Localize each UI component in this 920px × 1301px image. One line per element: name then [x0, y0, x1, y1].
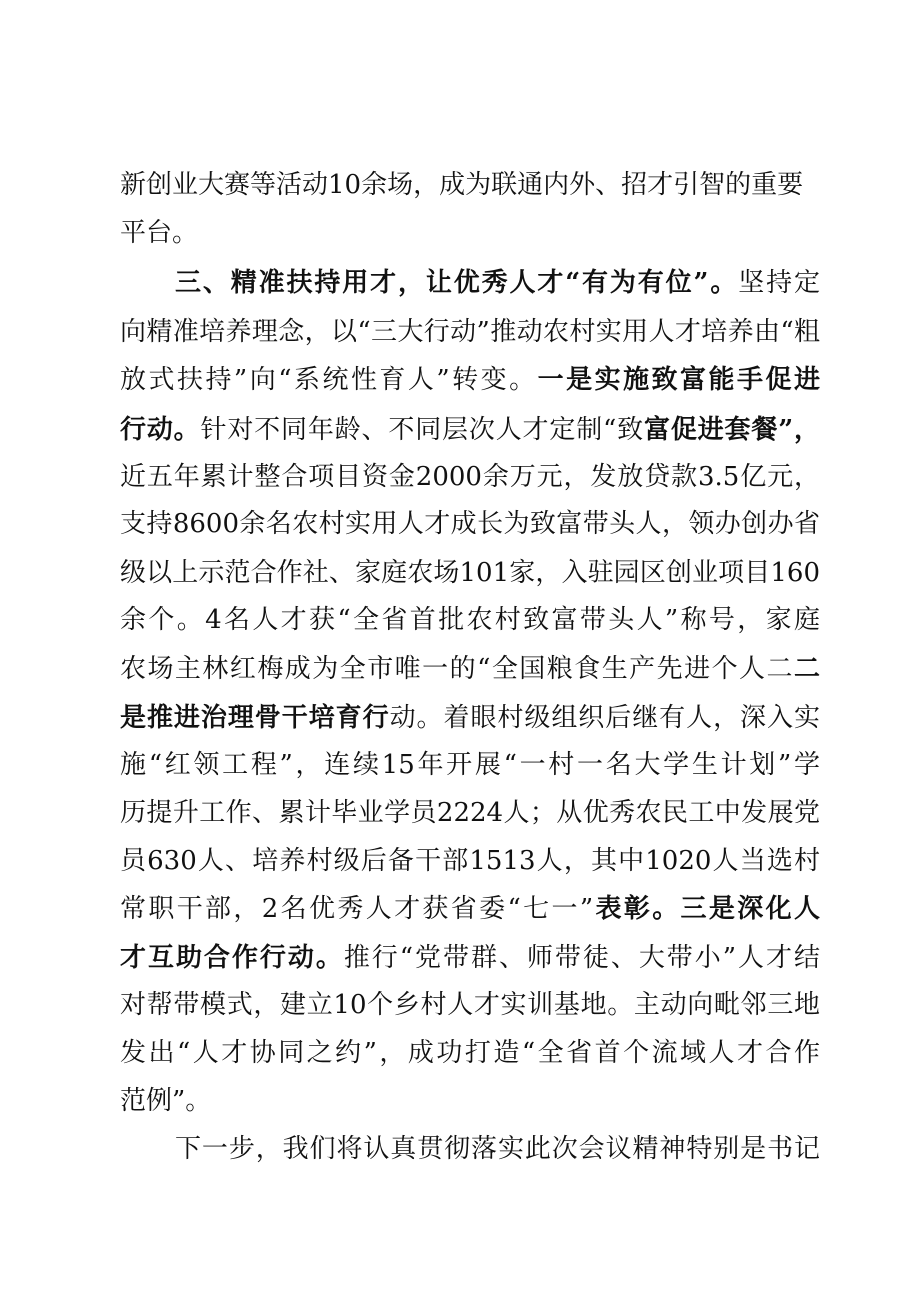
text-segment: 施“红领工程”，连续15年开展“一村一名大学生计划”学 — [120, 750, 820, 780]
paragraph-line — [120, 1033, 820, 1073]
paragraph-line — [175, 1129, 820, 1169]
text-segment: 员630人、培养村级后备干部1513人，其中1020人当选村 — [120, 846, 820, 876]
paragraph-line — [120, 213, 820, 253]
bold-text-segment: 三、精准扶持用才，让优秀人才“有为有位”。 — [175, 268, 739, 298]
bold-text-segment: 富促进套餐”， — [644, 415, 820, 445]
text-segment: 范例”。 — [120, 1086, 212, 1116]
paragraph-line — [120, 889, 820, 929]
paragraph-line — [120, 553, 820, 593]
text-segment: 新创业大赛等活动10余场，成为联通内外、招才引智的重要 — [120, 170, 804, 200]
text-segment: 常职干部，2名优秀人才获省委“七一” — [120, 894, 594, 924]
text-segment: 近五年累计整合项目资金2000余万元，发放贷款3.5亿元， — [120, 462, 820, 492]
text-segment: 推行“党带群、师带徒、大带小”人才结 — [343, 943, 820, 973]
bold-text-segment: 是推进治理骨干培育行 — [120, 703, 390, 733]
paragraph-line — [120, 360, 820, 400]
bold-text-segment: 一是实施致富能手促进 — [537, 365, 820, 395]
paragraph-line — [120, 698, 820, 738]
text-segment: 放式扶持”向“系统性育人”转变。 — [120, 365, 538, 395]
paragraph-line — [120, 841, 820, 881]
paragraph-line — [120, 1081, 820, 1121]
bold-text-segment: 二 — [793, 654, 820, 684]
paragraph-line — [120, 312, 820, 352]
paragraph-line — [120, 504, 820, 544]
text-segment: 坚持定 — [738, 268, 820, 298]
text-segment: 针对不同年龄、不同层次人才定制“致 — [200, 415, 645, 445]
paragraph-line — [120, 600, 820, 640]
paragraph-line — [120, 938, 820, 978]
text-segment: 发出“人才协同之约”，成功打造“全省首个流域人才合作 — [120, 1038, 820, 1068]
text-segment: 下一步，我们将认真贯彻落实此次会议精神特别是书记 — [175, 1134, 820, 1164]
paragraph-line — [120, 649, 820, 689]
paragraph-line — [120, 410, 820, 450]
bold-text-segment: 行动。 — [120, 415, 201, 445]
text-segment: 对帮带模式，建立10个乡村人才实训基地。主动向毗邻三地 — [120, 990, 820, 1020]
paragraph-line — [120, 793, 820, 833]
text-segment: 动。着眼村级组织后继有人，深入实 — [389, 703, 820, 733]
bold-text-segment: 才互助合作行动。 — [120, 943, 344, 973]
paragraph-line — [120, 985, 820, 1025]
text-segment: 农场主林红梅成为全市唯一的“全国粮食生产先进个人二 — [120, 654, 794, 684]
text-segment: 级以上示范合作社、家庭农场101家，入驻园区创业项目160 — [120, 558, 820, 588]
text-segment: 历提升工作、累计毕业学员2224人；从优秀农民工中发展党 — [120, 798, 820, 828]
bold-text-segment: 表彰。三是深化人 — [593, 894, 820, 924]
text-segment: 余个。4名人才获“全省首批农村致富带头人”称号，家庭 — [120, 605, 820, 635]
paragraph-line — [120, 745, 820, 785]
text-segment: 向精准培养理念，以“三大行动”推动农村实用人才培养由“粗 — [120, 317, 820, 347]
section-heading-line — [175, 263, 820, 303]
paragraph-line — [120, 457, 820, 497]
paragraph-line — [120, 165, 820, 205]
text-segment: 支持8600余名农村实用人才成长为致富带头人，领办创办省 — [120, 509, 820, 539]
text-segment: 平台。 — [120, 218, 199, 248]
